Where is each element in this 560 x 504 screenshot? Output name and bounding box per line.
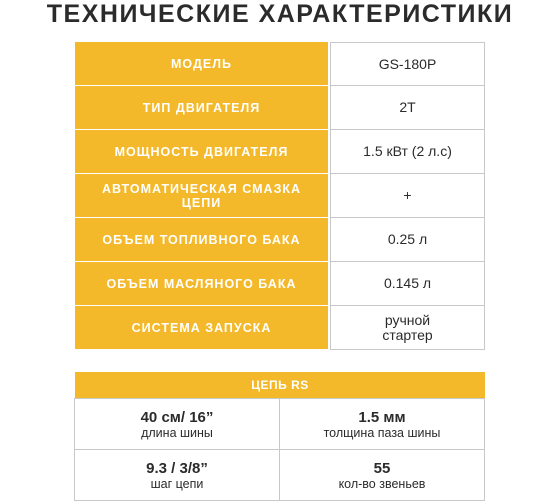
spec-table (75, 42, 485, 350)
spec-value: 1.5 кВт (2 л.с) (330, 129, 485, 174)
spec-row-oil-tank (75, 262, 485, 306)
chain-cell-pitch (74, 449, 280, 501)
chain-value: 55 (373, 459, 391, 477)
spec-label: ОБЪЕМ ТОПЛИВНОГО БАКА (75, 218, 328, 262)
chain-spec-grid (75, 399, 485, 501)
chain-caption: кол-во звеньев (338, 476, 426, 491)
chain-caption: длина шины (141, 425, 213, 440)
spec-value: 2Т (330, 85, 485, 130)
chain-value: 40 см/ 16” (140, 408, 214, 426)
spec-row-fuel-tank (75, 218, 485, 262)
chain-value: 9.3 / 3/8” (146, 459, 208, 477)
spec-row-engine-power (75, 130, 485, 174)
spec-row-model (75, 42, 485, 86)
chain-section-header: ЦЕПЬ RS (75, 372, 485, 398)
chain-caption: толщина паза шины (323, 425, 441, 440)
spec-label: МОДЕЛЬ (75, 42, 328, 86)
chain-cell-groove-width (279, 398, 485, 450)
chain-caption: шаг цепи (150, 476, 204, 491)
spec-row-auto-lubrication (75, 174, 485, 218)
spec-value: + (330, 173, 485, 218)
spec-value: GS-180P (330, 42, 485, 86)
chain-value: 1.5 мм (358, 408, 406, 426)
spec-label: МОЩНОСТЬ ДВИГАТЕЛЯ (75, 130, 328, 174)
spec-label: ТИП ДВИГАТЕЛЯ (75, 86, 328, 130)
spec-row-engine-type (75, 86, 485, 130)
spec-value: 0.145 л (330, 261, 485, 306)
chain-cell-links (279, 449, 485, 501)
chain-cell-bar-length (74, 398, 280, 450)
spec-label: ОБЪЕМ МАСЛЯНОГО БАКА (75, 262, 328, 306)
spec-label: СИСТЕМА ЗАПУСКА (75, 306, 328, 350)
spec-value: 0.25 л (330, 217, 485, 262)
spec-row-start-system (75, 306, 485, 350)
spec-label: АВТОМАТИЧЕСКАЯ СМАЗКА ЦЕПИ (75, 174, 328, 218)
page-title: ТЕХНИЧЕСКИЕ ХАРАКТЕРИСТИКИ (46, 0, 514, 28)
spec-value: ручной стартер (330, 305, 485, 350)
